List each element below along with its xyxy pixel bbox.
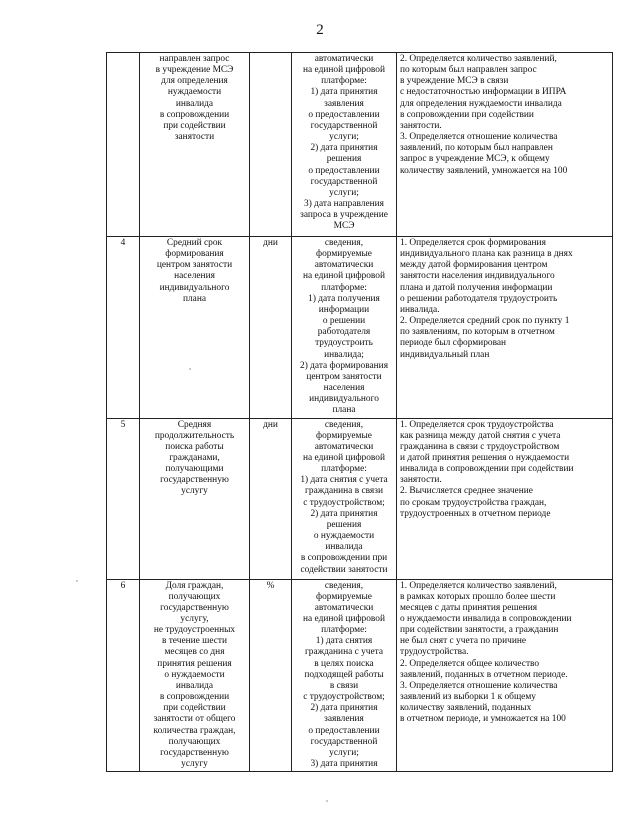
indicator-name-cell [140,418,250,579]
unit-cell [250,418,292,579]
calculation-method-cell [397,53,613,237]
row-number: 5 [120,419,126,430]
calculation-method-line: 2. Определяется средний срок по пункту 1 [400,316,570,327]
data-source-line: индивидуального [309,394,379,405]
calculation-method-line: не был снят с учета по причине [400,636,527,647]
data-source-line: населения [323,383,365,394]
indicator-name-line: направлен запрос [159,54,230,64]
calculation-method-line: между датой формирования центром [400,260,548,271]
data-source-line: заявления [324,714,364,725]
data-source-line: МСЭ [333,221,355,232]
data-source-line: формируемые [316,591,372,602]
data-source-line: с трудоустройством; [303,497,385,508]
calculation-method-cell [397,237,613,419]
indicator-name-line: индивидуального [159,282,230,293]
row-number-cell [107,418,140,579]
calculation-method-line: для определения нуждаемости инвалида [400,98,562,109]
calculation-method-line: количеству заявлений, умножается на 100 [400,165,568,176]
calculation-method-line: о нуждаемости инвалида в сопровождении [400,613,572,624]
indicator-name-line: поиска работы [165,441,224,452]
data-source-line: формируемые [316,249,372,260]
calculation-method-line: заявлений из выборки 1 к общему [400,692,536,703]
data-source-line: о предоставлении [308,165,380,176]
indicator-name-line: занятости [174,132,215,143]
data-source-line: государственной [310,176,378,187]
calculation-method-line: занятости населения индивидуального [400,271,555,282]
calculation-method-line: по заявлениям, по которым в отчетном [400,327,555,338]
calculation-method-line: по срокам трудоустройства граждан, [400,497,547,508]
table-row [107,579,613,772]
indicator-name-line: количества граждан, [153,725,236,736]
indicator-name-line: государственную [160,475,229,486]
unit-cell [250,53,292,237]
data-source-line: в целях поиска [314,658,374,669]
calculation-method-line: 2. Определяется общее количество [400,658,540,669]
calculation-method-line: в отчетном периоде, и умножается на 100 [400,714,566,725]
indicator-name-line: продолжительность [154,430,235,441]
calculation-method-line: и датой принятия решения о нуждаемости [400,452,570,463]
row-number-cell [107,237,140,419]
data-source-line: платформе: [321,76,367,87]
data-source-line: автоматически [314,54,374,64]
indicator-name-line: гражданами, [169,452,220,463]
data-source-line: платформе: [321,282,367,293]
data-source-line: государственной [310,736,378,747]
data-source-line: на единой цифровой [303,271,385,282]
scan-speck [326,800,328,802]
data-source-line: на единой цифровой [303,613,385,624]
unit-cell [250,579,292,772]
calculation-method-line: 2. Вычисляется среднее значение [400,486,533,497]
data-source-line: работодателя [317,327,371,338]
data-source-line: о предоставлении [308,109,380,120]
row-number-cell [107,53,140,237]
unit-value: дни [263,238,278,248]
indicator-name-line: получающими [165,464,224,475]
calculation-method-line: в рамках которых прошло более шести [400,591,556,602]
indicator-name-cell [140,53,250,237]
data-source-line: платформе: [321,625,367,636]
data-source-line: гражданина в связи [305,486,383,497]
calculation-method-line: заявлений, по которым был направлен [400,143,553,154]
data-source-line: сведения, [324,419,364,430]
data-source-line: автоматически [314,602,374,613]
data-source-cell [292,418,397,579]
data-source-line: 2) дата формирования [300,360,388,371]
data-source-line: в связи [329,680,359,691]
data-source-line: запроса в учреждение [300,210,388,221]
data-source-line: в сопровождении при [300,553,388,564]
unit-value: дни [263,419,278,430]
data-source-line: автоматически [314,260,374,271]
calculation-method-line: заявлений, поданных в отчетном периоде. [400,669,568,680]
scan-speck [189,368,191,370]
indicator-name-line: услугу, [180,613,209,624]
indicator-name-line: населения [174,271,215,282]
calculation-method-line: с недостаточностью информации в ИПРА [400,87,567,98]
indicators-table [106,52,613,772]
table-row [107,418,613,579]
indicator-name-line: Средняя [177,419,212,430]
calculation-method-line: инвалида. [400,304,440,315]
data-source-line: инвалида [325,542,363,553]
data-source-line: сведения, [324,238,364,248]
indicator-name-line: принятия решения [157,658,232,669]
data-source-line: 3) дата принятия [310,759,378,769]
calculation-method-line: 1. Определяется срок трудоустройства [400,419,554,430]
data-source-line: услуги; [329,132,359,143]
calculation-method-line: занятости. [400,475,442,486]
row-number-cell [107,579,140,772]
indicator-name-line: центром занятости [156,260,233,271]
data-source-line: подходящей работы [304,669,384,680]
indicator-name-line: государственную [160,602,229,613]
calculation-method-line: месяцев с даты принятия решения [400,602,538,613]
data-source-line: на единой цифровой [303,65,385,76]
indicator-name-line: для определения [161,76,228,87]
data-source-cell [292,53,397,237]
indicator-name-line: нуждаемости [167,87,222,98]
data-source-line: решения [326,154,362,165]
data-source-line: государственной [310,120,378,131]
data-source-cell [292,237,397,419]
indicator-name-line: в сопровождении [159,692,230,703]
scan-speck [76,580,78,582]
data-source-line: содействии занятости [300,564,388,575]
data-source-line: о решении [322,316,366,327]
indicator-name-line: в течение шести [161,636,228,647]
data-source-line: информации [318,304,370,315]
calculation-method-line: при содействии занятости, а гражданин [400,625,559,636]
data-source-line: о предоставлении [308,725,380,736]
data-source-line: 1) дата принятия [310,87,378,98]
data-source-line: формируемые [316,430,372,441]
indicator-name-line: не трудоустроенных [153,625,236,636]
data-source-line: услуги; [329,747,359,758]
data-source-line: инвалида; [324,349,364,360]
data-source-line: 1) дата снятия с учета [300,475,388,486]
indicator-name-line: при содействии [163,703,226,714]
calculation-method-line: индивидуального плана как разница в днях [400,249,573,260]
indicator-name-line: Доля граждан, [165,580,224,591]
page-number: 2 [316,22,324,38]
calculation-method-line: количеству заявлений, поданных [400,703,532,714]
calculation-method-line: в сопровождении при содействии [400,109,534,120]
table-row [107,53,613,237]
calculation-method-line: как разница между датой снятия с учета [400,430,561,441]
calculation-method-line: по которым был направлен запрос [400,65,537,76]
row-number: 4 [120,238,126,248]
calculation-method-line: 3. Определяется отношение количества [400,680,558,691]
indicator-name-line: занятости от общего [153,714,236,725]
row-number: 6 [120,580,126,591]
indicator-name-line: услугу [181,486,208,497]
calculation-method-line: периоде был сформирован [400,338,507,349]
calculation-method-line: 1. Определяется срок формирования [400,238,546,248]
data-source-line: 2) дата принятия [310,703,378,714]
calculation-method-cell [397,418,613,579]
data-source-line: 2) дата принятия [310,143,378,154]
calculation-method-line: плана и датой получения информации [400,282,553,293]
data-source-line: о нуждаемости [313,531,375,542]
indicator-name-line: в сопровождении [159,109,230,120]
calculation-method-line: 3. Определяется отношение количества [400,132,558,143]
data-source-line: 2) дата принятия [310,508,378,519]
indicator-name-line: формирования [165,249,224,260]
data-source-line: сведения, [324,580,364,591]
data-source-line: 3) дата направления [304,199,384,210]
indicator-name-line: о нуждаемости [164,669,225,680]
calculation-method-line: о решении работодателя трудоустроить [400,293,558,304]
calculation-method-cell [397,579,613,772]
unit-cell [250,237,292,419]
unit-value: % [266,580,275,591]
calculation-method-line: трудоустроенных в отчетном периоде [400,508,551,519]
calculation-method-line: индивидуальный план [400,349,490,360]
calculation-method-line: гражданина в связи с трудоустройством [400,441,560,452]
data-source-line: автоматически [314,441,374,452]
data-source-line: заявления [324,98,364,109]
calculation-method-line: 2. Определяется количество заявлений, [400,54,557,64]
indicator-name-line: инвалида [175,680,214,691]
data-source-line: 1) дата снятия [315,636,373,647]
calculation-method-line: занятости. [400,120,442,131]
calculation-method-line: 1. Определяется количество заявлений, [400,580,557,591]
data-source-line: платформе: [321,464,367,475]
indicator-name-line: в учреждение МСЭ [155,65,234,76]
indicator-name-line: месяцев со дня [164,647,225,658]
calculation-method-line: инвалида в сопровождении при содействии [400,464,574,475]
calculation-method-line: в учреждение МСЭ в связи [400,76,509,87]
indicator-name-line: государственную [160,747,229,758]
indicator-name-cell [140,237,250,419]
indicator-name-line: получающих [168,736,221,747]
data-source-line: центром занятости [306,371,382,382]
calculation-method-line: запрос в учреждение МСЭ, к общему [400,154,550,165]
data-source-cell [292,579,397,772]
indicator-name-line: получающих [168,591,221,602]
indicator-name-line: плана [182,293,207,304]
indicator-name-line: услугу [181,759,208,769]
indicator-name-line: при содействии [163,120,226,131]
data-source-line: гражданина с учета [304,647,384,658]
calculation-method-line: трудоустройства. [400,647,469,658]
data-source-line: с трудоустройством; [303,692,385,703]
data-source-line: услуги; [329,187,359,198]
data-source-line: трудоустроить [315,338,373,349]
data-source-line: плана [332,405,356,416]
data-source-line: на единой цифровой [303,452,385,463]
indicator-name-line: инвалида [175,98,214,109]
indicator-name-line: Средний срок [166,238,223,248]
table-row [107,237,613,419]
data-source-line: решения [326,519,362,530]
indicator-name-cell [140,579,250,772]
data-source-line: 1) дата получения [308,293,380,304]
